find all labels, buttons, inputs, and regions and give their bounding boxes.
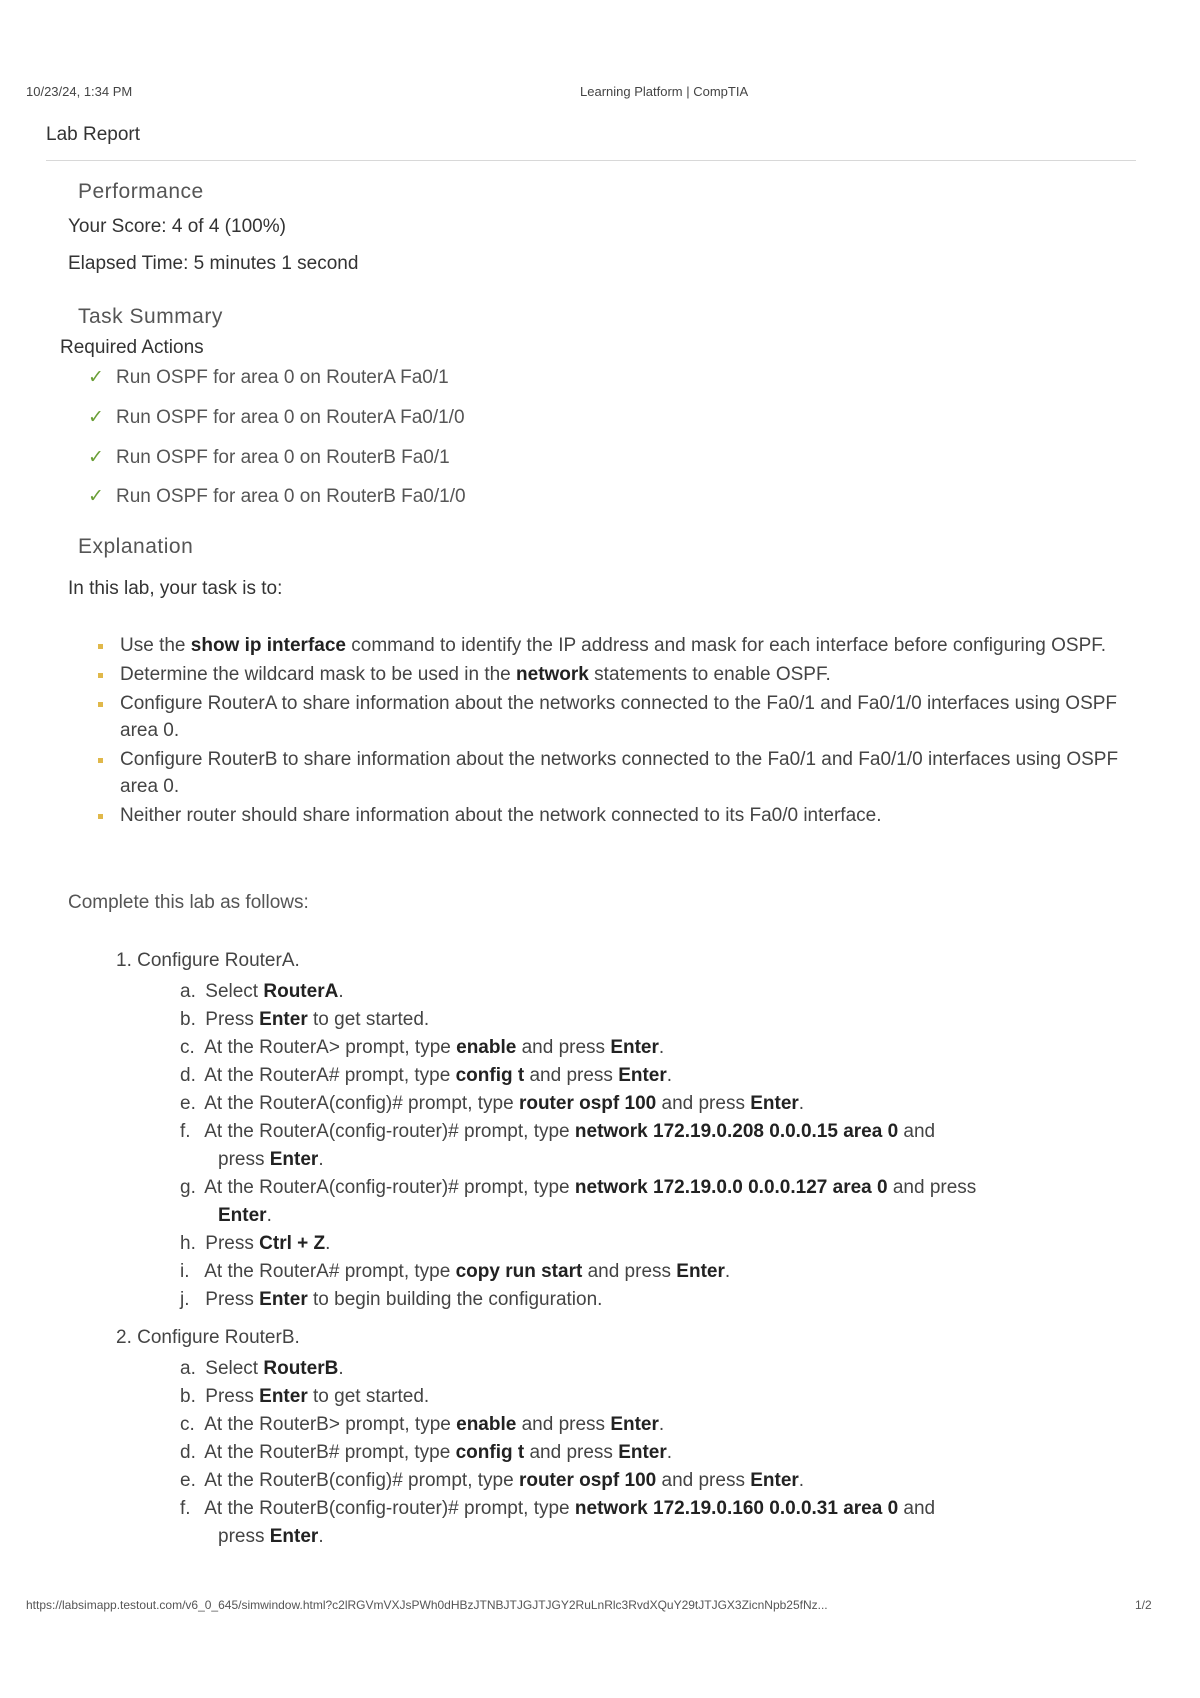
task-list (92, 632, 1132, 831)
page-title: Lab Report (46, 124, 141, 145)
action-item: ✓ Run OSPF for area 0 on RouterB Fa0/1 (88, 447, 450, 468)
action-item: ✓ Run OSPF for area 0 on RouterB Fa0/1/0 (88, 486, 466, 507)
score-text: Your Score: 4 of 4 (100%) (68, 216, 286, 237)
substep: f. At the RouterA(config-router)# prompt, type network 172.19.0.208 0.0.0.15 area 0 and press Enter. (180, 1121, 936, 1170)
print-datetime: 10/23/24, 1:34 PM (26, 84, 133, 99)
substep: i. At the RouterA# prompt, type copy run start and press Enter. (180, 1261, 731, 1282)
task-summary-heading: Task Summary (78, 305, 223, 328)
elapsed-time-text: Elapsed Time: 5 minutes 1 second (68, 253, 359, 274)
page-number: 1/2 (1135, 1598, 1152, 1612)
checkmark-icon: ✓ (88, 367, 104, 388)
substep: b. Press Enter to get started. (180, 1009, 430, 1030)
print-url: https://labsimapp.testout.com/v6_0_645/simwindow.html?c2lRGVmVXJsPWh0dHBzJTNBJTJGJTJGY2RuLnRlc3RvdXQuY29tJTJGX3ZicnNpb25fNz... (26, 1598, 828, 1612)
action-item: ✓ Run OSPF for area 0 on RouterA Fa0/1/0 (88, 407, 465, 428)
checkmark-icon: ✓ (88, 447, 104, 468)
explanation-heading: Explanation (78, 535, 194, 558)
task-bullet: Determine the wildcard mask to be used in the network statements to enable OSPF. (92, 661, 1132, 688)
required-actions-label: Required Actions (60, 337, 204, 358)
substep: b. Press Enter to get started. (180, 1386, 430, 1407)
print-site-title: Learning Platform | CompTIA (580, 84, 749, 99)
task-bullet: Configure RouterB to share information about the networks connected to the Fa0/1 and Fa0/1/0 interfaces using OSPF area 0. (92, 746, 1132, 800)
step-2-substeps (180, 1355, 1120, 1551)
substep: c. At the RouterA> prompt, type enable and press Enter. (180, 1037, 665, 1058)
substep: c. At the RouterB> prompt, type enable and press Enter. (180, 1414, 665, 1435)
step-1-substeps (180, 978, 1120, 1314)
checkmark-icon: ✓ (88, 407, 104, 428)
substep: d. At the RouterB# prompt, type config t and press Enter. (180, 1442, 673, 1463)
substep: f. At the RouterB(config-router)# prompt, type network 172.19.0.160 0.0.0.31 area 0 and press Enter. (180, 1498, 936, 1547)
step-2-title: 2. Configure RouterB. (116, 1327, 300, 1348)
task-bullet: Neither router should share information about the network connected to its Fa0/0 interface. (92, 802, 1132, 829)
substep: j. Press Enter to begin building the configuration. (180, 1289, 603, 1310)
substep: g. At the RouterA(config-router)# prompt, type network 172.19.0.0 0.0.0.127 area 0 and press Enter. (180, 1177, 977, 1226)
substep: a. Select RouterA. (180, 981, 344, 1002)
step-1-title: 1. Configure RouterA. (116, 950, 300, 971)
divider (46, 160, 1136, 161)
substep: h. Press Ctrl + Z. (180, 1233, 331, 1254)
complete-intro: Complete this lab as follows: (68, 892, 309, 913)
substep: d. At the RouterA# prompt, type config t and press Enter. (180, 1065, 673, 1086)
task-bullet: Use the show ip interface command to identify the IP address and mask for each interface before configuring OSPF. (92, 632, 1132, 659)
explanation-intro: In this lab, your task is to: (68, 578, 283, 599)
substep: a. Select RouterB. (180, 1358, 344, 1379)
substep: e. At the RouterB(config)# prompt, type router ospf 100 and press Enter. (180, 1470, 805, 1491)
action-item: ✓ Run OSPF for area 0 on RouterA Fa0/1 (88, 367, 449, 388)
substep: e. At the RouterA(config)# prompt, type router ospf 100 and press Enter. (180, 1093, 805, 1114)
checkmark-icon: ✓ (88, 486, 104, 507)
task-bullet: Configure RouterA to share information about the networks connected to the Fa0/1 and Fa0/1/0 interfaces using OSPF area 0. (92, 690, 1132, 744)
performance-heading: Performance (78, 180, 204, 203)
